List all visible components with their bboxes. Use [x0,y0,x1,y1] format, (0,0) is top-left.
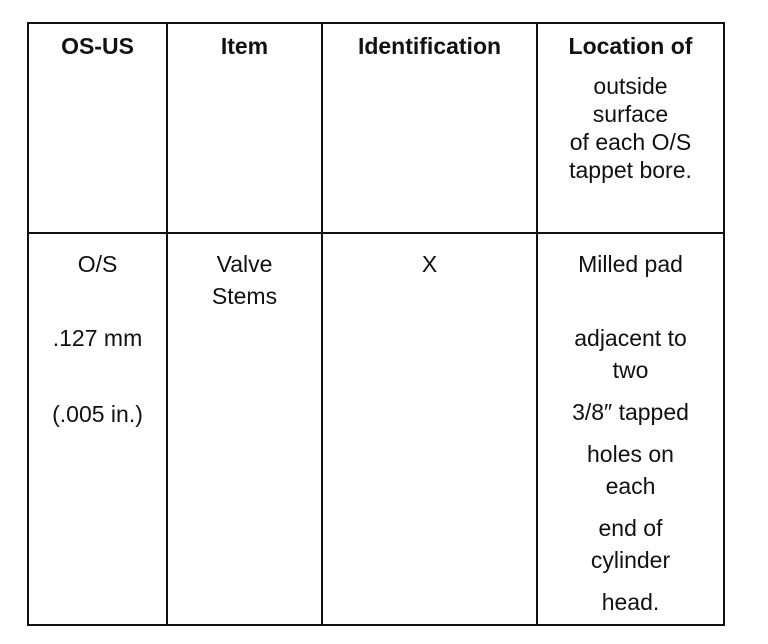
item-line: Valve [216,251,273,277]
header-item-label: Item [220,33,269,59]
header-identification-label: Identification [357,33,502,59]
header-location-detail-line: of each O/S [569,129,692,155]
header-item [167,23,322,233]
header-location-detail-line: surface [592,101,669,127]
cell-os-us [28,233,167,625]
header-identification [322,23,537,233]
header-location-label: Location of [568,33,693,59]
location-line: head. [601,589,660,615]
os-us-value: O/S [77,251,118,277]
os-us-imperial: (.005 in.) [52,401,143,427]
table-header-row [28,23,724,233]
cell-identification [322,233,537,625]
header-os-us-label: OS-US [61,33,134,59]
header-location-detail-line: outside [593,73,668,99]
location-line: end of [598,515,663,541]
identification-mark: X [421,251,438,277]
os-us-metric: .127 mm [52,325,143,351]
location-line: adjacent to [574,325,687,351]
header-location [537,23,724,233]
location-line: 3/8″ tapped [572,399,689,425]
header-location-detail-line: tappet bore. [569,157,692,183]
cell-item [167,233,322,625]
location-line: two [612,357,649,383]
cell-location [537,233,724,625]
header-os-us [28,23,167,233]
spec-table [27,22,725,626]
location-line: cylinder [590,547,671,573]
table-row [28,233,724,625]
item-line: Stems [211,283,278,309]
location-line: each [605,473,656,499]
location-line: holes on [587,441,674,467]
location-line: Milled pad [578,251,683,277]
